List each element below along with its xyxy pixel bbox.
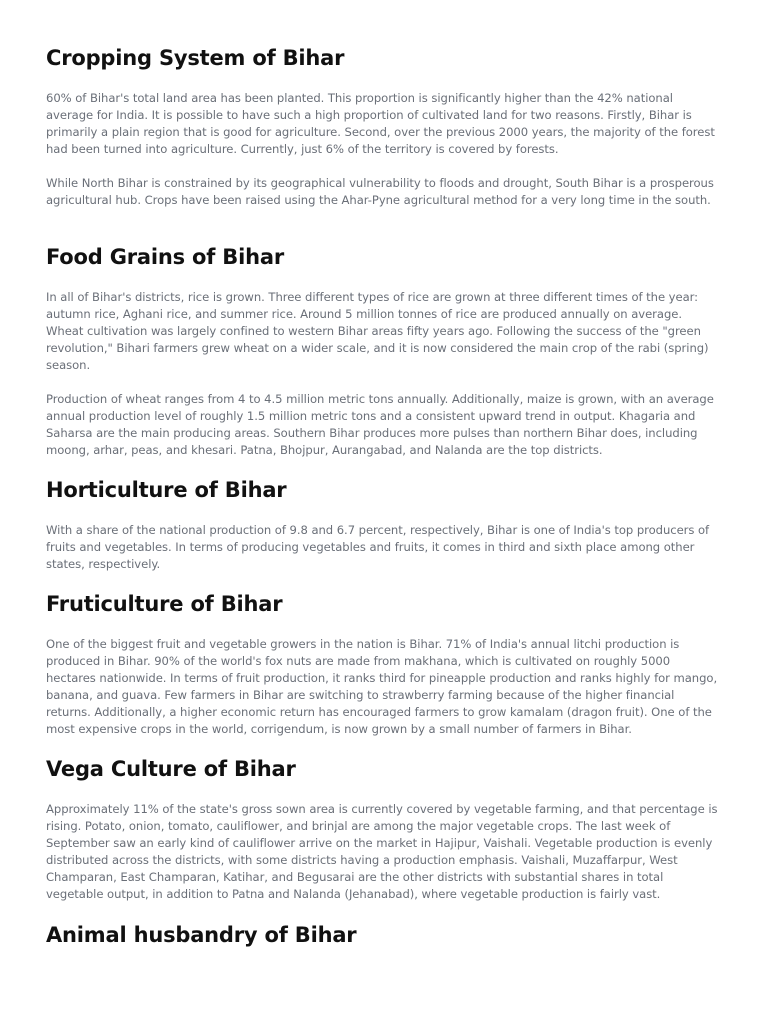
paragraph: Production of wheat ranges from 4 to 4.5 million metric tons annually. Additionally, maize is grown, with an average annual production level of roughly 1.5 million metric tons and a consistent upward trend in output. Khagaria and Saharsa are the main producing areas. Southern Bihar produces more pulses than northern Bihar does, including moong, arhar, peas, and khesari. Patna, Bhojpur, Aurangabad, and Nalanda are the top districts. <box>46 392 714 457</box>
paragraph: In all of Bihar's districts, rice is grown. Three different types of rice are grown at three different times of the year: autumn rice, Aghani rice, and summer rice. Around 5 million tonnes of rice are produced annually on average. Wheat cultivation was largely confined to western Bihar areas fifty years ago. Following the success of the "green revolution," Bihari farmers grew wheat on a wider scale, and it is now considered the main crop of the rabi (spring) season. <box>46 290 709 372</box>
section-heading-vega-culture: Vega Culture of Bihar <box>46 757 296 781</box>
section-heading-cropping-system: Cropping System of Bihar <box>46 46 345 70</box>
section-heading-horticulture: Horticulture of Bihar <box>46 478 287 502</box>
section-heading-food-grains: Food Grains of Bihar <box>46 245 284 269</box>
paragraph: One of the biggest fruit and vegetable growers in the nation is Bihar. 71% of India's annual litchi production is produced in Bihar. 90% of the world's fox nuts are made from makhana, which is cultivated on roughly 5000 hectares nationwide. In terms of fruit production, it ranks third for pineapple production and ranks highly for mango, banana, and guava. Few farmers in Bihar are switching to strawberry farming because of the higher financial returns. Additionally, a higher economic return has encouraged farmers to grow kamalam (dragon fruit). One of the most expensive crops in the world, corrigendum, is now grown by a small number of farmers in Bihar. <box>46 637 718 736</box>
paragraph: With a share of the national production of 9.8 and 6.7 percent, respectively, Bihar is one of India's top producers of fruits and vegetables. In terms of producing vegetables and fruits, it comes in third and sixth place among other states, respectively. <box>46 523 710 571</box>
paragraph: Approximately 11% of the state's gross sown area is currently covered by vegetable farming, and that percentage is rising. Potato, onion, tomato, cauliflower, and brinjal are among the major vegetable crops. The last week of September saw an early kind of cauliflower arrive on the market in Hajipur, Vaishali. Vegetable production is evenly distributed across the districts, with some districts having a production emphasis. Vaishali, Muzaffarpur, West Champaran, East Champaran, Katihar, and Begusarai are the other districts with substantial shares in total vegetable output, in addition to Patna and Nalanda (Jehanabad), where vegetable production is fairly vast. <box>46 802 718 901</box>
section-heading-fruticulture: Fruticulture of Bihar <box>46 592 283 616</box>
paragraph: 60% of Bihar's total land area has been planted. This proportion is significantly higher than the 42% national average for India. It is possible to have such a high proportion of cultivated land for two reasons. Firstly, Bihar is primarily a plain region that is good for agriculture. Second, over the previous 2000 years, the majority of the forest had been turned into agriculture. Currently, just 6% of the territory is covered by forests. <box>46 91 715 156</box>
paragraph: While North Bihar is constrained by its geographical vulnerability to floods and drought, South Bihar is a prosperous agricultural hub. Crops have been raised using the Ahar-Pyne agricultural method for a very long time in the south. <box>46 176 714 207</box>
section-heading-animal-husbandry: Animal husbandry of Bihar <box>46 923 357 947</box>
